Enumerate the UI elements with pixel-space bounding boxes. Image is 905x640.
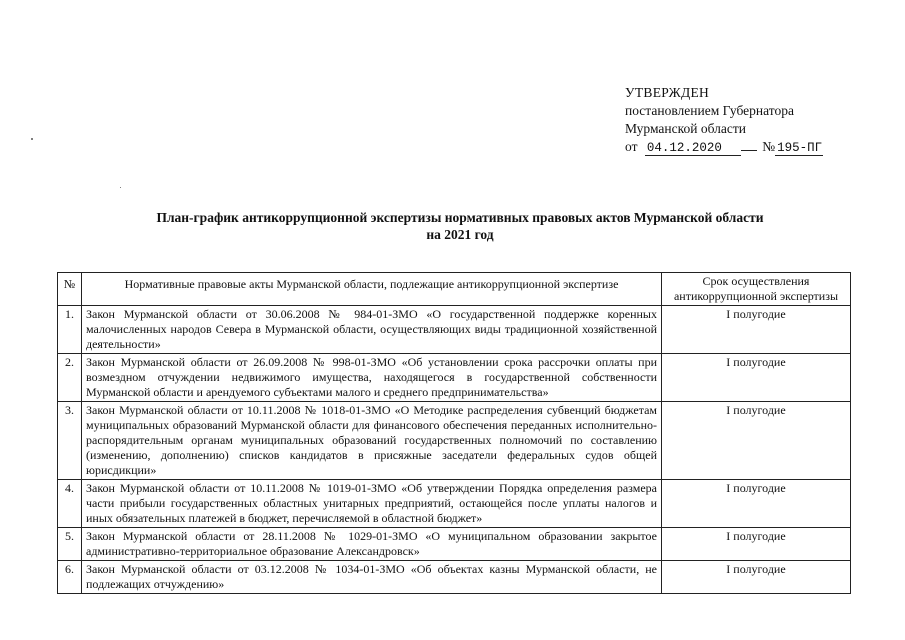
header-term: Срок осуществления антикоррупционной экспертизы	[662, 273, 851, 306]
approval-line-1: постановлением Губернатора	[625, 103, 794, 118]
row-num: 6.	[58, 561, 82, 594]
table-row	[58, 306, 851, 354]
row-num: 3.	[58, 402, 82, 480]
approval-date-line	[625, 138, 885, 156]
row-term: I полугодие	[662, 528, 851, 561]
row-num: 5.	[58, 528, 82, 561]
table-row	[58, 402, 851, 480]
row-act: Закон Мурманской области от 03.12.2008 № 1034-01-ЗМО «Об объектах казны Мурманской области, не подлежащих отчуждению»	[82, 561, 662, 594]
row-act: Закон Мурманской области от 26.09.2008 № 998-01-ЗМО «Об установлении срока рассрочки оплаты при возмездном отчуждении недвижимого имущества, находящегося в государственной собственности Мурманской области и арендуемого субъектами малого и среднего предпринимательства»	[82, 354, 662, 402]
approval-block	[625, 84, 885, 156]
title-line-1: План-график антикоррупционной экспертизы нормативных правовых актов Мурманской области	[156, 210, 764, 225]
table-header-row	[58, 273, 851, 306]
table-row	[58, 528, 851, 561]
row-act: Закон Мурманской области от 10.11.2008 № 1018-01-ЗМО «О Методике распределения субвенций бюджетам муниципальных образований Мурманской области для финансового обеспечения переданных исполнительно-распорядительным органам муниципальных образований государственных полномочий по составлению (изменению, дополнению) списков кандидатов в присяжные заседатели федеральных судов общей юрисдикции»	[82, 402, 662, 480]
row-num: 4.	[58, 480, 82, 528]
plan-table	[57, 272, 851, 594]
approval-number-field: 195-ПГ	[777, 141, 823, 155]
row-num: 1.	[58, 306, 82, 354]
row-act: Закон Мурманской области от 30.06.2008 № 984-01-ЗМО «О государственной поддержке коренных малочисленных народов Севера в Мурманской области, осуществляющих виды традиционной хозяйственной деятельности»	[82, 306, 662, 354]
row-term: I полугодие	[662, 354, 851, 402]
row-act: Закон Мурманской области от 10.11.2008 № 1019-01-ЗМО «Об утверждении Порядка определения размера части прибыли государственных областных унитарных предприятий, остающейся после уплаты налогов и иных обязательных платежей в бюджет, перечисляемой в областной бюджет»	[82, 480, 662, 528]
scan-speck	[31, 138, 33, 140]
table-row	[58, 354, 851, 402]
row-term: I полугодие	[662, 402, 851, 480]
date-underline-gap	[741, 138, 757, 151]
document-title	[80, 209, 840, 243]
approval-heading: УТВЕРЖДЕН	[625, 85, 710, 100]
row-term: I полугодие	[662, 306, 851, 354]
table-body	[58, 306, 851, 594]
scan-speck	[120, 187, 121, 188]
row-num: 2.	[58, 354, 82, 402]
number-prefix: №	[762, 139, 776, 154]
row-term: I полугодие	[662, 561, 851, 594]
header-act: Нормативные правовые акты Мурманской области, подлежащие антикоррупционной экспертизе	[82, 273, 662, 306]
title-line-2: на 2021 год	[426, 227, 494, 242]
table-header	[58, 273, 851, 306]
table-row	[58, 561, 851, 594]
approval-date-field: 04.12.2020	[645, 141, 741, 156]
row-act: Закон Мурманской области от 28.11.2008 № 1029-01-ЗМО «О муниципальном образовании закрытое административно-территориальное образование Александровск»	[82, 528, 662, 561]
table-row	[58, 480, 851, 528]
header-num: №	[58, 273, 82, 306]
date-prefix: от	[625, 139, 638, 154]
row-term: I полугодие	[662, 480, 851, 528]
approval-line-2: Мурманской области	[625, 121, 746, 136]
